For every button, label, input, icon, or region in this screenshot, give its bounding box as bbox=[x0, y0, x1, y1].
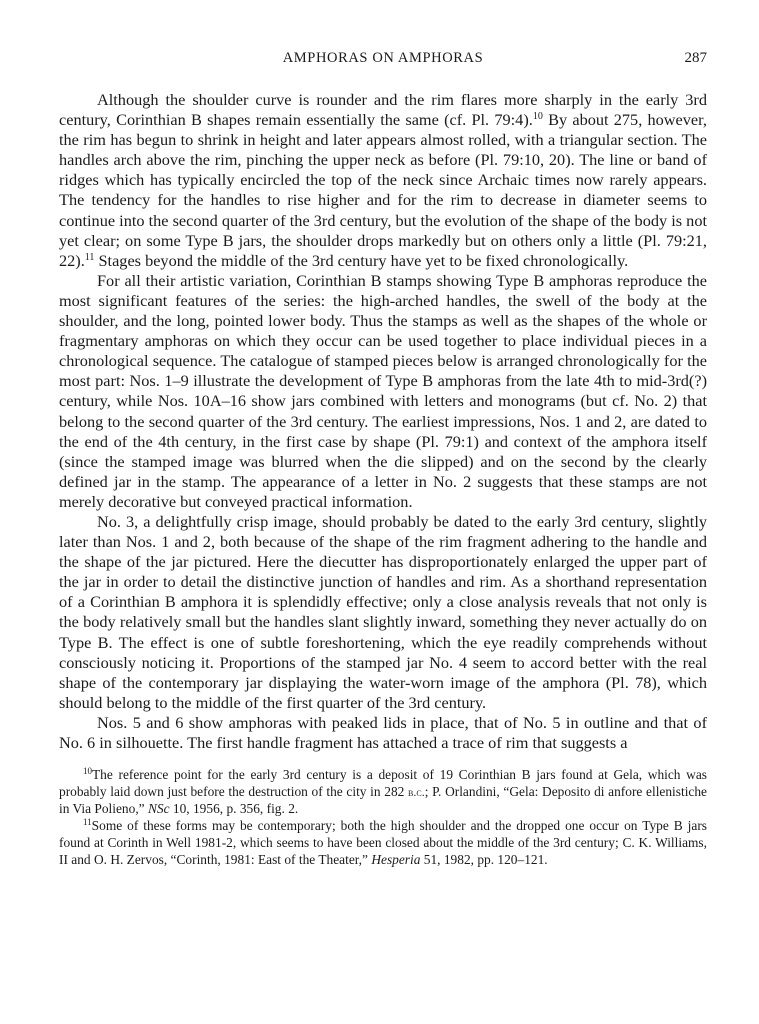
footnote-10 bbox=[59, 767, 707, 818]
paragraph-1-part-b: By about 275, however, the rim has begun to shrink in height and later appears almost rolled, with a triangular section. The handles arch above the rim, pinching the upper neck as before (Pl. 79:10, 20). The line or band of ridges which has typically encircled the top of the neck since Archaic times now rarely appears. The tendency for the handles to rise higher and for the rim to decrease in diameter seems to continue into the second quarter of the 3rd century, but the evolution of the shape of the body is not yet clear; on some Type B jars, the shoulder drops markedly but on others only a little (Pl. 79:21, 22). bbox=[59, 110, 707, 270]
footnote-10-text-a: The reference point for the early 3rd century is a deposit of 19 Corinthian B jars found at Gela, which was probably laid down just before the destruction of the city in 282 bbox=[59, 767, 707, 799]
paragraph-2: For all their artistic variation, Corinthian B stamps showing Type B amphoras reproduce the most significant features of the series: the high-arched handles, the swell of the body at the shoulder, and the long, pointed lower body. Thus the stamps as well as the shapes of the whole or fragmentary amphoras on which they occur can be used together to place individual pieces in a chronological sequence. The catalogue of stamped pieces below is arranged chronologically for the most part: Nos. 1–9 illustrate the development of Type B amphoras from the late 4th to mid-3rd(?) century, while Nos. 10A–16 show jars combined with letters and monograms (but cf. No. 2) that belong to the second quarter of the 3rd century. The earliest impressions, Nos. 1 and 2, are dated to the end of the 4th century, in the first case by shape (Pl. 79:1) and context of the amphora itself (since the stamped image was blurred when the die slipped) and on the second by the clearly defined jar in the stamp. The appearance of a letter in No. 2 suggests that these stamps are not merely decorative but conveyed practical information. bbox=[59, 270, 707, 511]
paragraph-3: No. 3, a delightfully crisp image, should probably be dated to the early 3rd century, slightly later than Nos. 1 and 2, both because of the shape of the rim fragment adhering to the handle and the shape of the jar pictured. Here the diecutter has disproportionately enlarged the upper part of the jar in order to detail the distinctive junction of handles and rim. As a shorthand representation of a Corinthian B amphora it is splendidly effective; only a close analysis reveals that not only is the body relatively small but the handles slant slightly inward, something they never actually do on Type B. The effect is one of subtle foreshortening, which the eye readily comprehends without consciously noticing it. Proportions of the stamped jar No. 4 seem to accord better with the real shape of the contemporary jar displaying the water-worn image of the amphora (Pl. 78), which should belong to the middle of the first quarter of the 3rd century. bbox=[59, 511, 707, 712]
footnote-10-text-b: ; P. Orlandini, “Gela: Deposito di anfore ellenistiche in Via Polieno,” bbox=[59, 784, 708, 816]
paragraph-1-part-c: Stages beyond the middle of the 3rd century have yet to be fixed chronologically. bbox=[94, 250, 629, 270]
document-page bbox=[59, 50, 707, 869]
running-title: AMPHORAS ON AMPHORAS bbox=[282, 50, 484, 66]
footnote-ref-11: 11 bbox=[84, 251, 95, 263]
running-head bbox=[59, 50, 707, 70]
footnote-10-journal: NSc bbox=[147, 800, 170, 816]
footnote-11-mark: 11 bbox=[83, 816, 92, 827]
body-text bbox=[59, 90, 707, 753]
footnote-10-mark: 10 bbox=[83, 766, 92, 777]
paragraph-1 bbox=[59, 90, 707, 271]
footnote-10-text-c: 10, 1956, p. 356, fig. 2. bbox=[169, 800, 299, 816]
footnotes bbox=[59, 767, 707, 868]
footnote-ref-10: 10 bbox=[532, 111, 543, 123]
page-number: 287 bbox=[684, 50, 707, 66]
paragraph-4: Nos. 5 and 6 show amphoras with peaked lids in place, that of No. 5 in outline and that of No. 6 in silhouette. The first handle fragment has attached a trace of rim that suggests a bbox=[59, 712, 707, 752]
footnote-11-text-a: Some of these forms may be contemporary; both the high shoulder and the dropped one occur on Type B jars found at Corinth in Well 1981-2, which seems to have been closed about the middle of the 3rd century; C. K. Williams, II and O. H. Zervos, “Corinth, 1981: East of the Theater,” bbox=[59, 817, 707, 867]
footnote-11-journal: Hesperia bbox=[371, 851, 421, 867]
footnote-11 bbox=[59, 818, 707, 869]
paragraph-1-part-a: Although the shoulder curve is rounder and the rim flares more sharply in the early 3rd century, Corinthian B shapes remain essentially the same (cf. Pl. 79:4). bbox=[59, 90, 707, 130]
footnote-10-bc: b.c. bbox=[408, 785, 425, 799]
footnote-11-text-b: 51, 1982, pp. 120–121. bbox=[420, 851, 548, 867]
